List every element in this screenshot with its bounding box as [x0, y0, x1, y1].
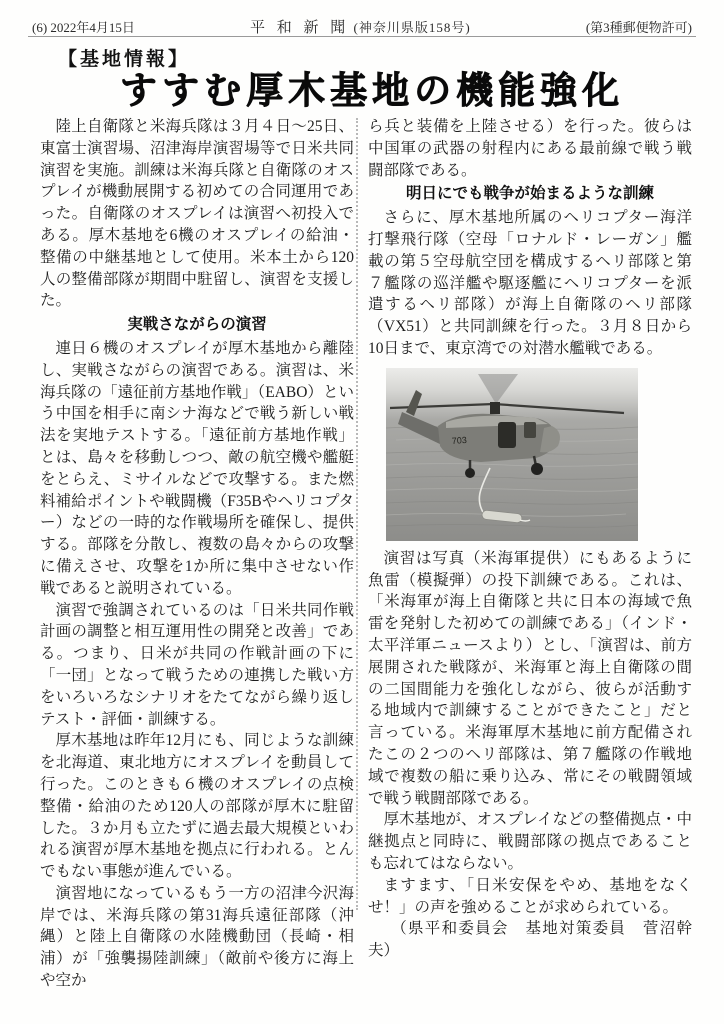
paragraph: 連日６機のオスプレイが厚木基地から離陸し、実戦さながらの演習である。演習は、米海兵隊の「遠征前方基地作戦」（EABO）という中国を相手に南シナ海などで戦う新しい戦法を実地テストする。「遠征前方基地作戦」とは、島々を移動しつつ、敵の航空機や艦艇をとらえ、ミサイルなどで攻撃する。また燃料補給ポイントや戦闘機（F35Bやヘリコプター）などの一時的な作戦場所を確保し、提供する。部隊を分散し、複数の島々からの攻撃に備えさせ、攻撃を1か所に集中させない作戦であると説明されている。	[40, 339, 354, 597]
paper-name: 平 和 新 聞	[250, 20, 350, 36]
page-header	[32, 16, 692, 37]
column-divider	[356, 118, 358, 910]
paragraph: 演習は写真（米海軍提供）にもあるように魚雷（模擬弾）の投下訓練である。これは、「米海軍が海上自衛隊と共に日本の海域で魚雷を発射した初めての訓練である」（インド・太平洋軍ニュースより）とし、「演習は、前方展開された戦隊が、米海軍と海上自衛隊の間の二国間能力を強化しながら、彼らが活動する地域内で訓練することができたこと」だと言っている。米海軍厚木基地に前方配備されたこの２つのヘリ部隊は、第７艦隊の作戦地域で複数の船に乗り込み、常にその戦闘領域で戦う戦闘部隊である。	[368, 549, 692, 807]
left-column	[40, 116, 354, 992]
paragraph: 陸上自衛隊と米海兵隊は３月４日～25日、東富士演習場、沼津海岸演習場等で日米共同演習を実施。訓練は米海兵隊と自衛隊のオスプレイが機動展開する初めての合同運用であった。自衛隊のオスプレイは演習へ初投入である。厚木基地を6機のオスプレイの給油・整備の中継基地として使用。米本土から120人の整備部隊が期間中駐留し、演習を支援した。	[40, 118, 354, 310]
paragraph: 厚木基地は昨年12月にも、同じような訓練を北海道、東北地方にオスプレイを動員して行った。このときも６機のオスプレイの点検整備・給油のため120人の部隊が厚木に駐留した。３か月も立たずに過去最大規模といわれる演習が厚木基地を拠点に行われる。とんでもない事態が進んでいる。	[40, 732, 354, 881]
paragraph: ますます、「日米安保をやめ、基地をなくせ！」の声を強めることが求められている。	[368, 876, 692, 916]
page-number-date: (6) 2022年4月15日	[32, 20, 135, 35]
subheading-live-combat-drill: 実戦さながらの演習	[127, 316, 267, 334]
paper-title	[250, 16, 471, 37]
header-divider-rule	[28, 36, 696, 37]
paragraph: 演習で強調されているのは「日米共同作戦計画の調整と相互運用性の開発と改善」である。つまり、日米が共同の作戦計画の下に「一団」となって戦うための連携した戦い方をいろいろなシナリオをたてながら繰り返しテスト・評価・訓練する。	[40, 601, 354, 728]
helicopter-tail-number: 703	[451, 434, 468, 446]
paragraph: 厚木基地が、オスプレイなどの整備拠点・中継拠点と同時に、戦闘部隊の拠点であることも忘れてはならない。	[368, 811, 692, 872]
paragraph: 演習地になっているもう一方の沼津今沢海岸では、米海兵隊の第31海兵遠征部隊（沖縄）と陸上自衛隊の水陸機動団（長崎・相浦）が「強襲揚陸訓練」（敵前や後方に海上や空か	[40, 884, 354, 990]
paragraph: さらに、厚木基地所属のヘリコプター海洋打撃飛行隊（空母「ロナルド・レーガン」艦載の第５空母航空団を構成するヘリ部隊と第７艦隊の巡洋艦や駆逐艦にヘリコプターを派遣するヘリ部隊）が海上自衛隊のヘリ部隊（VX51）と共同訓練を行った。３月８日から10日まで、東京湾での対潜水艦戦である。	[368, 209, 692, 357]
article-title: すすむ厚木基地の機能強化	[119, 70, 625, 111]
section-kicker: 【基地情報】	[58, 49, 191, 70]
article-photo-helicopter	[386, 368, 638, 541]
subheading-war-tomorrow-drill: 明日にでも戦争が始まるような訓練	[405, 185, 654, 203]
byline: （県平和委員会 基地対策委員 菅沼幹夫）	[368, 920, 692, 960]
paragraph: ら兵と装備を上陸させる）を行った。彼らは中国軍の武器の射程内にある最前線で戦う戦闘部隊である。	[368, 118, 692, 179]
postal-permit: (第3種郵便物許可)	[585, 20, 692, 35]
right-column	[368, 116, 692, 962]
paper-edition: (神奈川県版158号)	[353, 20, 471, 35]
